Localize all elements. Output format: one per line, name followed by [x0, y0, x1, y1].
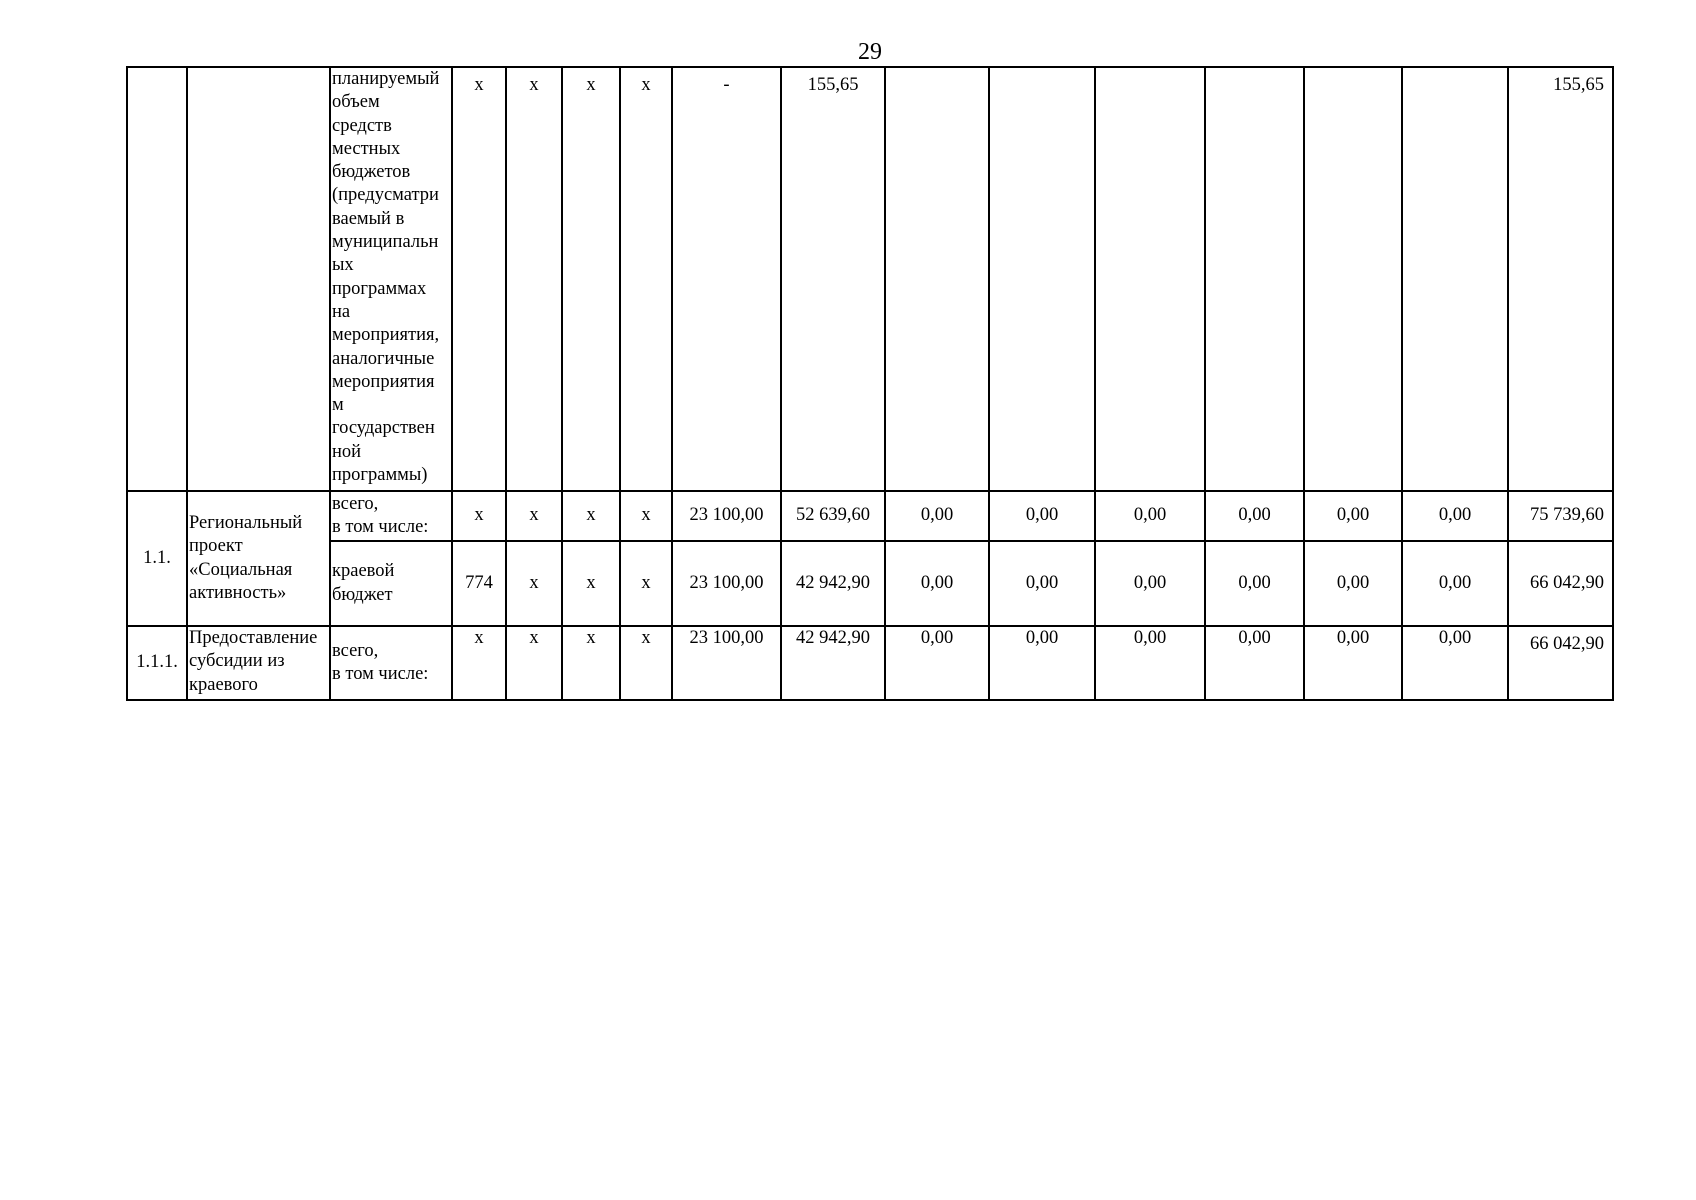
year-value-cell: 42 942,90: [781, 626, 885, 700]
total-cell: 155,65: [1508, 67, 1613, 491]
year-value-cell: 42 942,90: [781, 541, 885, 626]
funding-source-cell: планируемый объем средств местных бюджетов (предусматри ваемый в муниципальн ых программах на мероприятия, аналогичные мероприятия м государствен ной программы): [330, 67, 452, 491]
budget-table: [126, 66, 1614, 701]
row-number-cell: 1.1.1.: [127, 626, 187, 700]
classifier-cell: x: [506, 541, 562, 626]
classifier-cell: x: [620, 541, 672, 626]
year-value-cell: 23 100,00: [672, 491, 781, 541]
classifier-cell: x: [506, 67, 562, 491]
year-value-cell: 0,00: [885, 626, 989, 700]
code-cell: x: [452, 626, 506, 700]
year-value-cell: [1205, 67, 1304, 491]
year-value-cell: 0,00: [1304, 541, 1402, 626]
year-value-cell: 0,00: [1095, 626, 1205, 700]
year-value-cell: 0,00: [1095, 541, 1205, 626]
funding-source-cell: краевой бюджет: [330, 541, 452, 626]
year-value-cell: 23 100,00: [672, 541, 781, 626]
row-number-cell: [127, 67, 187, 491]
year-value-cell: 0,00: [989, 626, 1095, 700]
classifier-cell: x: [562, 626, 620, 700]
year-value-cell: 0,00: [1402, 491, 1508, 541]
year-value-cell: 0,00: [1304, 626, 1402, 700]
year-value-cell: [989, 67, 1095, 491]
year-value-cell: 155,65: [781, 67, 885, 491]
year-value-cell: 0,00: [1095, 491, 1205, 541]
year-value-cell: 0,00: [885, 541, 989, 626]
year-value-cell: 0,00: [885, 491, 989, 541]
year-value-cell: 0,00: [989, 491, 1095, 541]
funding-source-cell: всего, в том числе:: [330, 626, 452, 700]
year-value-cell: 0,00: [1205, 626, 1304, 700]
classifier-cell: x: [620, 67, 672, 491]
classifier-cell: x: [620, 626, 672, 700]
row-name-cell: Предоставление субсидии из краевого: [187, 626, 330, 700]
row-name-cell: Региональный проект «Социальная активность»: [187, 491, 330, 626]
year-value-cell: 52 639,60: [781, 491, 885, 541]
year-value-cell: [1402, 67, 1508, 491]
classifier-cell: x: [562, 491, 620, 541]
table-row: [127, 626, 1613, 700]
year-value-cell: 0,00: [1402, 626, 1508, 700]
year-value-cell: 0,00: [1205, 541, 1304, 626]
year-value-cell: [1304, 67, 1402, 491]
total-cell: 75 739,60: [1508, 491, 1613, 541]
year-value-cell: 23 100,00: [672, 626, 781, 700]
page-number: 29: [858, 39, 882, 65]
total-cell: 66 042,90: [1508, 541, 1613, 626]
code-cell: 774: [452, 541, 506, 626]
year-value-cell: -: [672, 67, 781, 491]
code-cell: x: [452, 67, 506, 491]
year-value-cell: 0,00: [1205, 491, 1304, 541]
table-row: [127, 491, 1613, 541]
total-cell: 66 042,90: [1508, 626, 1613, 700]
year-value-cell: 0,00: [1304, 491, 1402, 541]
funding-source-cell: всего, в том числе:: [330, 491, 452, 541]
classifier-cell: x: [506, 491, 562, 541]
classifier-cell: x: [506, 626, 562, 700]
classifier-cell: x: [562, 67, 620, 491]
classifier-cell: x: [562, 541, 620, 626]
classifier-cell: x: [620, 491, 672, 541]
year-value-cell: 0,00: [989, 541, 1095, 626]
year-value-cell: [1095, 67, 1205, 491]
year-value-cell: [885, 67, 989, 491]
row-number-cell: 1.1.: [127, 491, 187, 626]
table-row: [127, 67, 1613, 491]
row-name-cell: [187, 67, 330, 491]
year-value-cell: 0,00: [1402, 541, 1508, 626]
table-row: [127, 541, 1613, 626]
code-cell: x: [452, 491, 506, 541]
